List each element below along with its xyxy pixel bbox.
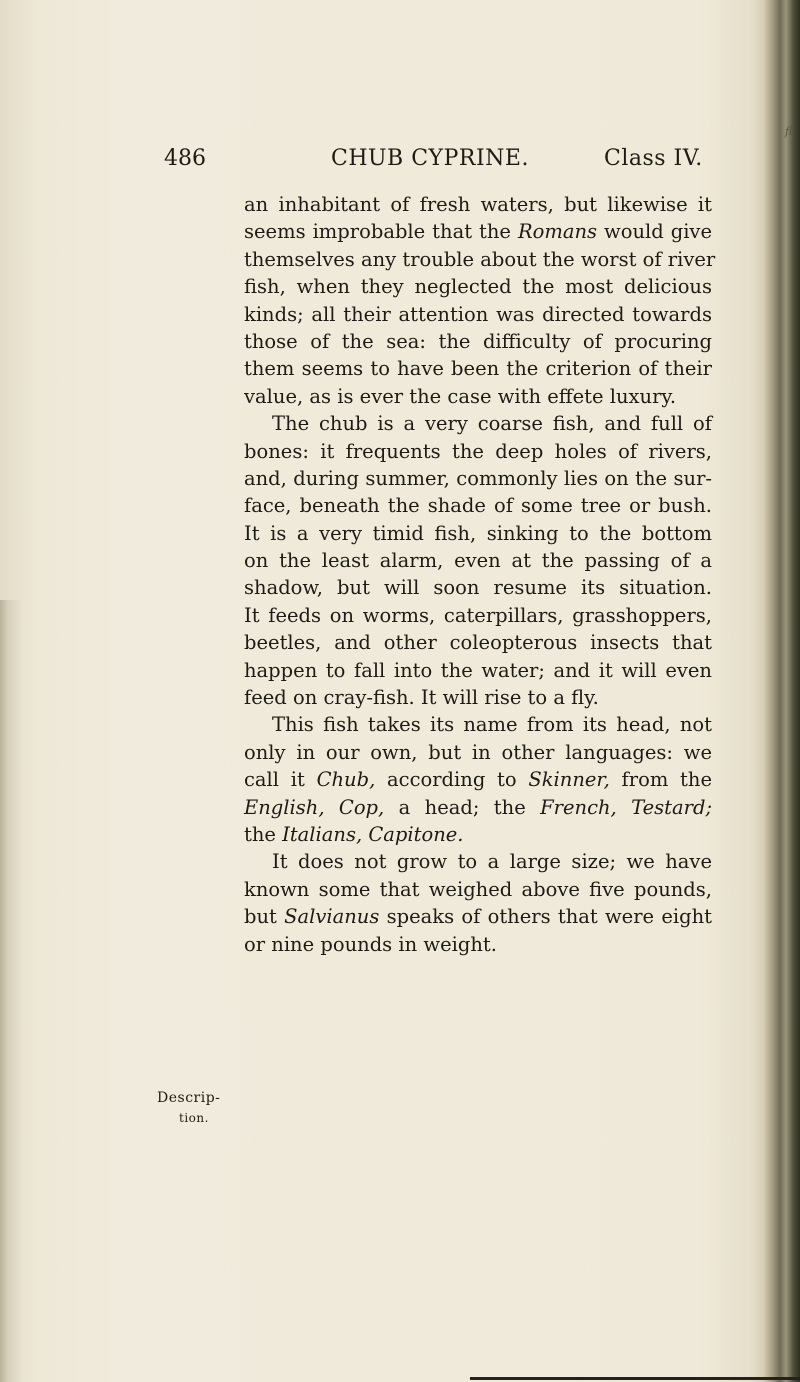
- margin-note-line-1: Descrip-: [157, 1090, 221, 1106]
- running-title: CHUB CYPRINE.: [331, 146, 529, 171]
- text-line: [244, 328, 712, 355]
- text-line: [244, 848, 712, 875]
- text-line: [244, 355, 712, 382]
- text-line: [244, 492, 712, 519]
- text-line: [244, 629, 712, 656]
- text-line: [244, 931, 712, 958]
- running-header: [0, 140, 800, 180]
- text-span: them seems to have been the criterion of their: [244, 357, 712, 381]
- text-span: kinds; all their attention was directed towards: [244, 302, 712, 326]
- text-line: [244, 273, 712, 300]
- text-line: [244, 547, 712, 574]
- text-span: The chub is a very coarse fish, and full of: [272, 412, 712, 436]
- text-line: [244, 602, 712, 629]
- text-span: from the: [609, 768, 712, 792]
- body-text: [244, 191, 716, 958]
- text-line: [244, 438, 712, 465]
- text-line: [244, 246, 716, 273]
- text-span: shadow, but will soon resume its situation.: [244, 576, 712, 600]
- text-span: bones: it frequents the deep holes of rivers,: [244, 439, 712, 463]
- book-binding-edge: [764, 0, 800, 1382]
- text-line: [244, 766, 712, 793]
- text-line: [244, 191, 712, 218]
- text-span: known some that weighed above five pounds,: [244, 877, 712, 901]
- text-line: [244, 684, 712, 711]
- text-line: [244, 711, 712, 738]
- text-span: those of the sea: the difficulty of procuring: [244, 329, 712, 353]
- italic-text-span: French, Testard;: [540, 795, 713, 819]
- text-line: [244, 520, 712, 547]
- italic-text-span: Italians, Capitone.: [282, 822, 464, 846]
- edge-mark: fl: [785, 125, 793, 138]
- text-line: [244, 657, 712, 684]
- text-span: It is a very timid fish, sinking to the bottom: [244, 521, 712, 545]
- text-line: [244, 876, 712, 903]
- text-line: [244, 739, 712, 766]
- binding-bottom-line: [470, 1377, 800, 1380]
- text-span: This fish takes its name from its head, not: [272, 713, 712, 737]
- text-span: or nine pounds in weight.: [244, 932, 497, 956]
- text-line: [244, 574, 712, 601]
- text-span: It does not grow to a large size; we have: [272, 850, 712, 874]
- text-span: fish, when they neglected the most delicious: [244, 275, 712, 299]
- text-span: themselves any trouble about the worst of river: [244, 247, 716, 271]
- text-line: [244, 301, 712, 328]
- text-line: [244, 218, 712, 245]
- text-span: happen to fall into the water; and it will even: [244, 658, 712, 682]
- text-span: a head; the: [384, 795, 541, 819]
- text-line: [244, 903, 712, 930]
- text-line: [244, 383, 712, 410]
- text-span: seems improbable that the: [244, 220, 518, 244]
- page-left-edge-shadow: [0, 600, 22, 1382]
- margin-note: [157, 1088, 220, 1128]
- text-span: beetles, and other coleopterous insects that: [244, 631, 712, 655]
- text-span: would give: [597, 220, 712, 244]
- text-span: but: [244, 905, 285, 929]
- italic-text-span: English, Cop,: [244, 795, 385, 819]
- text-line: [244, 410, 712, 437]
- text-span: call it: [244, 768, 317, 792]
- text-line: [244, 465, 712, 492]
- class-label: Class IV.: [604, 146, 703, 171]
- text-line: [244, 794, 712, 821]
- text-span: an inhabitant of fresh waters, but likewise it: [244, 193, 712, 216]
- text-span: on the least alarm, even at the passing of a: [244, 549, 712, 573]
- text-span: the: [244, 822, 283, 846]
- italic-text-span: Salvianus: [284, 905, 380, 929]
- italic-text-span: Skinner,: [528, 768, 610, 792]
- text-span: It feeds on worms, caterpillars, grasshoppers,: [244, 603, 712, 627]
- text-span: feed on cray-fish. It will rise to a fly.: [244, 686, 599, 710]
- page-number: 486: [164, 146, 206, 171]
- text-span: value, as is ever the case with effete luxury.: [244, 384, 677, 408]
- text-line: [244, 821, 712, 848]
- text-span: face, beneath the shade of some tree or bush.: [244, 494, 712, 518]
- text-span: only in our own, but in other languages: we: [244, 740, 712, 764]
- text-span: according to: [375, 768, 529, 792]
- margin-note-line-2: tion.: [179, 1111, 209, 1125]
- text-span: speaks of others that were eight: [379, 905, 712, 929]
- italic-text-span: Romans: [517, 220, 598, 244]
- text-span: and, during summer, commonly lies on the sur-: [244, 466, 712, 490]
- italic-text-span: Chub,: [316, 768, 376, 792]
